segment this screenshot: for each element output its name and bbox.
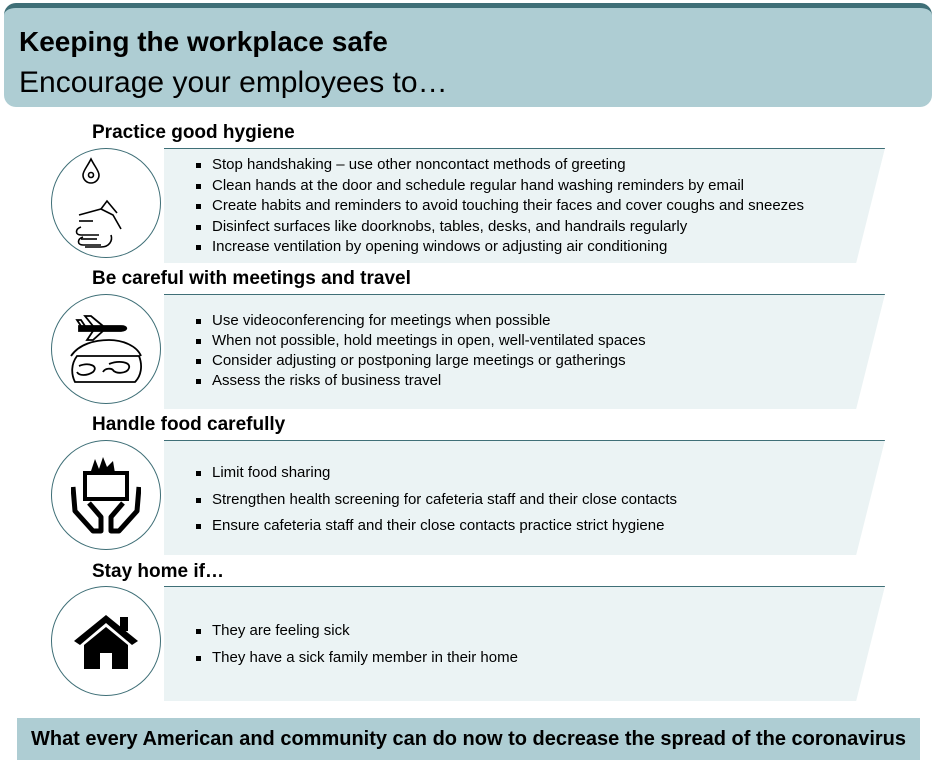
header-banner — [4, 3, 932, 107]
list-item: Increase ventilation by opening windows or adjusting air conditioning — [196, 238, 804, 259]
list-item: Disinfect surfaces like doorknobs, tables, desks, and handrails regularly — [196, 218, 804, 239]
list-item: Limit food sharing — [196, 464, 677, 491]
house-icon — [72, 611, 140, 671]
list-item: When not possible, hold meetings in open, well-ventilated spaces — [196, 332, 646, 352]
list-item: Assess the risks of business travel — [196, 372, 646, 392]
list-item: They have a sick family member in their home — [196, 649, 518, 676]
list-item: Create habits and reminders to avoid touching their faces and cover coughs and sneezes — [196, 197, 804, 218]
section-title: Stay home if… — [92, 561, 224, 582]
list-item: Use videoconferencing for meetings when possible — [196, 312, 646, 332]
section-title: Practice good hygiene — [92, 122, 295, 143]
icon-circle — [51, 440, 161, 550]
icon-circle — [51, 294, 161, 404]
food-box-hands-icon — [71, 455, 141, 535]
icon-circle — [51, 148, 161, 258]
footer-text: What every American and community can do now to decrease the spread of the coronavirus — [30, 727, 907, 750]
airplane-globe-icon — [69, 312, 143, 386]
list-item: Consider adjusting or postponing large meetings or gatherings — [196, 352, 646, 372]
icon-circle — [51, 586, 161, 696]
list-item: Strengthen health screening for cafeteria staff and their close contacts — [196, 491, 677, 518]
bullet-list — [196, 464, 677, 544]
page-title: Keeping the workplace safe — [19, 26, 388, 57]
list-item: Stop handshaking – use other noncontact methods of greeting — [196, 156, 804, 177]
bullet-list — [196, 622, 518, 676]
footer-banner — [17, 718, 920, 760]
list-item: Ensure cafeteria staff and their close contacts practice strict hygiene — [196, 517, 677, 544]
list-item: They are feeling sick — [196, 622, 518, 649]
section-title: Be careful with meetings and travel — [92, 268, 411, 289]
bullet-list — [196, 156, 804, 259]
section-title: Handle food carefully — [92, 414, 286, 435]
hand-washing-icon — [71, 155, 141, 251]
page-subtitle: Encourage your employees to… — [19, 66, 448, 99]
list-item: Clean hands at the door and schedule regular hand washing reminders by email — [196, 177, 804, 198]
bullet-list — [196, 312, 646, 392]
